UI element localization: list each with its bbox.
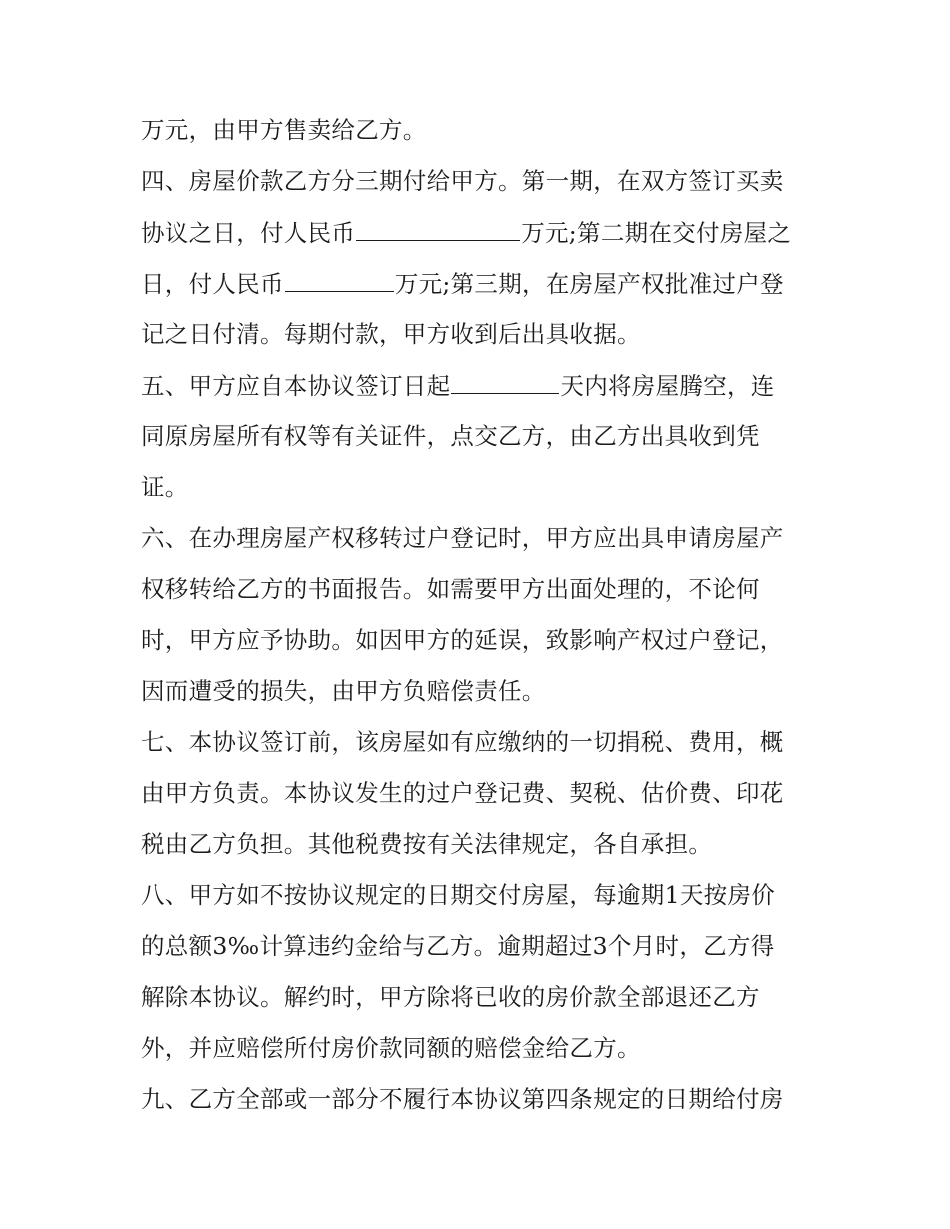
text-line xyxy=(141,112,427,148)
text-line xyxy=(141,877,775,913)
text-line xyxy=(141,928,775,964)
text-segment: 记之日付清。每期付款，甲方收到后出具收据。 xyxy=(141,320,641,348)
text-segment: 万元，由甲方售卖给乙方。 xyxy=(141,116,427,144)
text-line xyxy=(141,724,784,760)
text-segment: 日，付人民币 xyxy=(141,270,284,298)
text-segment: 天内将房屋腾空，连 xyxy=(560,372,775,400)
text-line xyxy=(141,1081,784,1117)
text-segment: 权移转给乙方的书面报告。如需要甲方出面处理的，不论何 xyxy=(141,575,760,603)
fill-in-blank xyxy=(451,367,559,394)
text-segment: 七、本协议签订前，该房屋如有应缴纳的一切捐税、费用，概 xyxy=(141,728,784,756)
text-segment: 税由乙方负担。其他税费按有关法律规定，各自承担。 xyxy=(141,830,713,858)
text-line xyxy=(141,520,784,556)
text-line xyxy=(141,622,784,658)
text-line xyxy=(141,214,791,250)
text-segment: 同原房屋所有权等有关证件，点交乙方，由乙方出具收到凭 xyxy=(141,422,760,450)
text-line xyxy=(141,673,546,709)
text-segment: 六、在办理房屋产权移转过户登记时，甲方应出具申请房屋产 xyxy=(141,524,784,552)
text-segment: 因而遭受的损失，由甲方负赔偿责任。 xyxy=(141,677,546,705)
text-line xyxy=(141,571,760,607)
text-segment: 万元;第三期，在房屋产权批准过户登 xyxy=(394,270,784,298)
text-segment: 解除本协议。解约时，甲方除将已收的房价款全部退还乙方 xyxy=(141,983,760,1011)
text-line xyxy=(141,367,775,403)
fill-in-blank xyxy=(356,214,520,241)
text-segment: 由甲方负责。本协议发生的过户登记费、契税、估价费、印花 xyxy=(141,779,784,807)
text-segment: 五、甲方应自本协议签订日起 xyxy=(141,372,451,400)
text-segment: 九、乙方全部或一部分不履行本协议第四条规定的日期给付房 xyxy=(141,1085,784,1113)
text-line xyxy=(141,775,784,811)
text-segment: 万元;第二期在交付房屋之 xyxy=(521,219,792,247)
text-segment: 的总额3‰计算违约金给与乙方。逾期超过3个月时，乙方得 xyxy=(141,932,775,960)
text-line xyxy=(141,265,784,301)
text-line xyxy=(141,826,712,862)
text-line xyxy=(141,979,760,1015)
text-line xyxy=(141,163,784,199)
text-segment: 四、房屋价款乙方分三期付给甲方。第一期，在双方签订买卖 xyxy=(141,167,784,195)
text-segment: 证。 xyxy=(141,473,189,501)
text-segment: 外，并应赔偿所付房价款同额的赔偿金给乙方。 xyxy=(141,1034,641,1062)
text-line xyxy=(141,316,641,352)
text-segment: 八、甲方如不按协议规定的日期交付房屋，每逾期1天按房价 xyxy=(141,881,776,909)
text-segment: 时，甲方应予协助。如因甲方的延误，致影响产权过户登记， xyxy=(141,626,784,654)
text-line xyxy=(141,1030,641,1066)
text-segment: 协议之日，付人民币 xyxy=(141,219,356,247)
fill-in-blank xyxy=(285,265,394,292)
text-line xyxy=(141,418,760,454)
text-line xyxy=(141,469,189,505)
